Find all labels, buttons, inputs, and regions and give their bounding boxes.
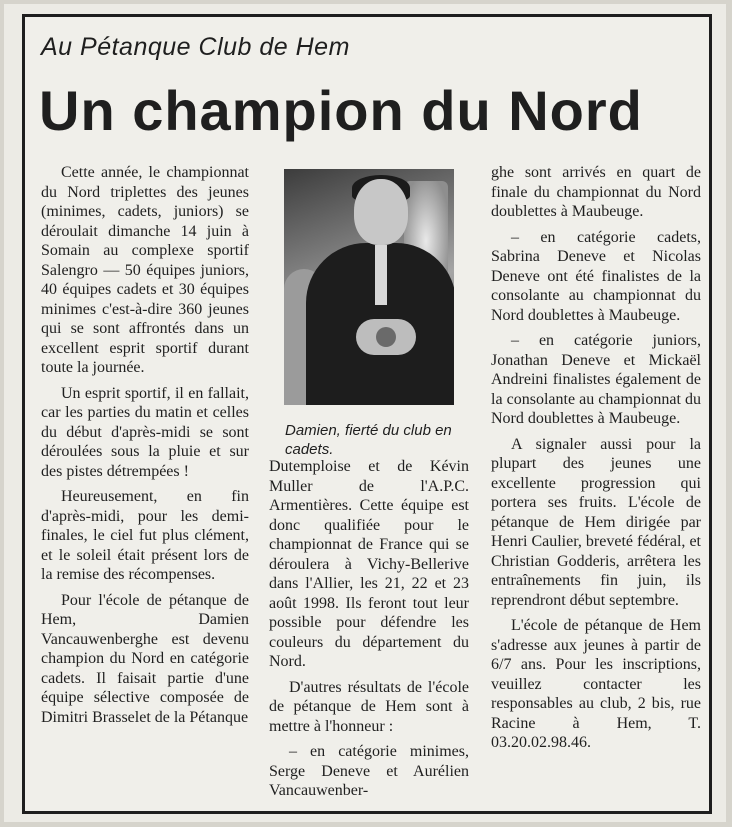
article-photo	[284, 169, 454, 405]
paragraph: Dutemploise et de Kévin Muller de l'A.P.C. Armentières. Cette équipe est donc qualifiée pour le championnat de France qui se déroulera à Vichy-Bellerive dans l'Allier, les 21, 22 et 23 août 1998. Ils feront tout leur possible pour défendre les couleurs du département du Nord.	[269, 458, 469, 670]
column-3	[491, 163, 701, 759]
column-1	[41, 163, 249, 733]
photo-face	[354, 179, 408, 245]
paragraph: Pour l'école de pétanque de Hem, Damien Vancauwenberghe est devenu champion du Nord en catégorie cadets. Il faisait partie d'une équipe sélective composée de Dimitri Brasselet de la Pétanque	[41, 591, 249, 726]
paragraph: ghe sont arrivés en quart de finale du championnat du Nord doublettes à Maubeuge.	[491, 164, 701, 220]
photo-caption: Damien, fierté du club en cadets.	[285, 422, 452, 458]
column-2	[269, 457, 469, 807]
paragraph: Cette année, le championnat du Nord triplettes des jeunes (minimes, cadets, juniors) se déroulait dimanche 14 juin à Somain au complexe sportif Salengro — 50 équipes juniors, 40 équipes cadets et 30 équipes minimes c'est-à-dire 360 jeunes qui se sont affrontés dans un excellent esprit sportif durant toute la journée.	[41, 164, 249, 376]
paragraph: – en catégorie cadets, Sabrina Deneve et Nicolas Deneve ont été finalistes de la consolante au championnat du Nord doublettes à Maubeuge.	[491, 228, 701, 324]
paragraph: Un esprit sportif, il en fallait, car les parties du matin et celles du début d'après-midi se sont déroulées sous la pluie et sur des pistes détrempées !	[41, 384, 249, 480]
paragraph: L'école de pétanque de Hem s'adresse aux jeunes à partir de 6/7 ans. Pour les inscriptions, veuillez contacter les responsables au club, 2 bis, rue Racine à Hem, T. 03.20.02.98.46.	[491, 617, 701, 751]
photo-boule	[376, 327, 396, 347]
photo-tie	[375, 245, 387, 305]
paragraph: – en catégorie juniors, Jonathan Deneve et Mickaël Andreini finalistes également de la consolante au championnat du Nord doublettes à Maubeuge.	[491, 332, 701, 427]
article-frame	[22, 14, 712, 814]
paragraph: A signaler aussi pour la plupart des jeunes une excellente progression qui portera ses fruits. L'école de pétanque de Hem dirigée par Henri Caulier, breveté fédéral, et Christian Godderis, arrêtera les entraînements fin juin, ils reprendront début septembre.	[491, 435, 701, 609]
paragraph: Heureusement, en fin d'après-midi, pour les demi-finales, le ciel fut plus clément, et le soleil était présent lors de la remise des récompenses.	[41, 488, 249, 583]
paragraph: D'autres résultats de l'école de pétanque de Hem sont à mettre à l'honneur :	[269, 678, 469, 735]
article-headline: Un champion du Nord	[39, 79, 643, 142]
article-kicker: Au Pétanque Club de Hem	[41, 33, 350, 61]
paragraph: – en catégorie minimes, Serge Deneve et Aurélien Vancauwenber-	[269, 743, 469, 799]
newspaper-clipping	[4, 4, 726, 822]
